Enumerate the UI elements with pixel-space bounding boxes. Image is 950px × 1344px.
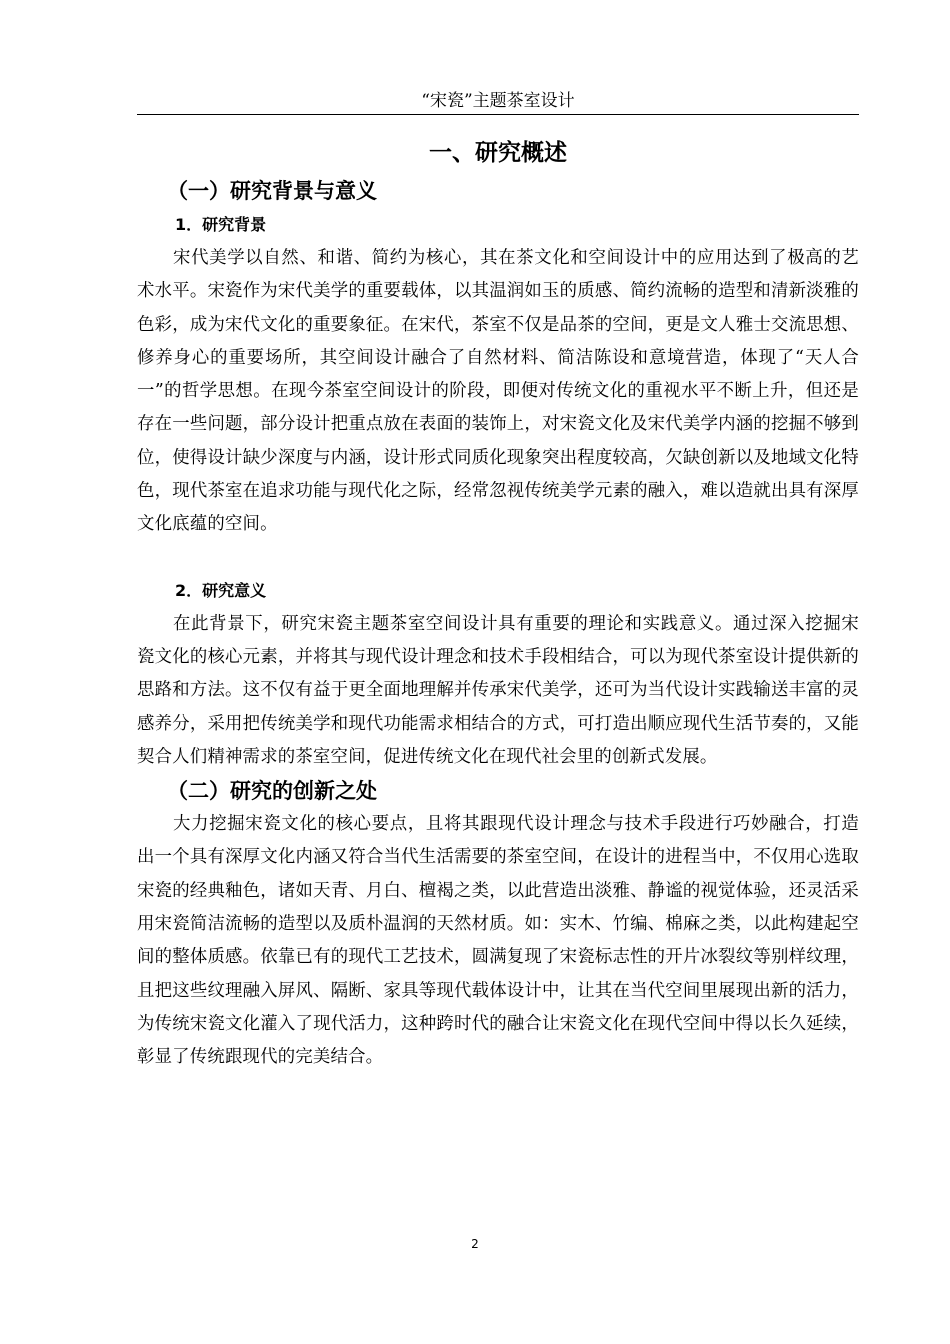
paragraph-spacer	[137, 542, 859, 574]
subsection-title-significance: 2．研究意义	[175, 580, 267, 600]
header-divider	[137, 114, 859, 115]
paragraph-significance: 在此背景下，研究宋瓷主题茶室空间设计具有重要的理论和实践意义。通过深入挖掘宋瓷文化的核心元素，并将其与现代设计理念和技术手段相结合，可以为现代茶室设计提供新的思路和方法。这不仅有益于更全面地理解并传承宋代美学，还可为当代设计实践输送丰富的灵感养分，采用把传统美学和现代功能需求相结合的方式，可打造出顺应现代生活节奏的，又能契合人们精神需求的茶室空间，促进传统文化在现代社会里的创新式发展。	[137, 613, 859, 767]
chapter-title: 一、研究概述	[429, 140, 567, 166]
section-title-innovation: （二）研究的创新之处	[167, 779, 377, 804]
subsection-title-background: 1．研究背景	[175, 215, 267, 234]
paragraph-innovation: 大力挖掘宋瓷文化的核心要点，且将其跟现代设计理念与技术手段进行巧妙融合，打造出一个具有深厚文化内涵又符合当代生活需要的茶室空间，在设计的进程当中，不仅用心选取宋瓷的经典釉色，诸如天青、月白、檀褐之类，以此营造出淡雅、静谧的视觉体验，还灵活采用宋瓷简洁流畅的造型以及质朴温润的天然材质。如：实木、竹编、棉麻之类，以此构建起空间的整体质感。依靠已有的现代工艺技术，圆满复现了宋瓷标志性的开片冰裂纹等别样纹理，且把这些纹理融入屏风、隔断、家具等现代载体设计中，让其在当代空间里展现出新的活力，为传统宋瓷文化灌入了现代活力，这种跨时代的融合让宋瓷文化在现代空间中得以长久延续，彰显了传统跟现代的完美结合。	[137, 814, 859, 1068]
page-content	[137, 134, 859, 1075]
paragraph-background: 宋代美学以自然、和谐、简约为核心，其在茶文化和空间设计中的应用达到了极高的艺术水平。宋瓷作为宋代美学的重要载体，以其温润如玉的质感、简约流畅的造型和清新淡雅的色彩，成为宋代文化的重要象征。在宋代，茶室不仅是品茶的空间，更是文人雅士交流思想、修养身心的重要场所，其空间设计融合了自然材料、简洁陈设和意境营造，体现了“天人合一”的哲学思想。在现今茶室空间设计的阶段，即便对传统文化的重视水平不断上升，但还是存在一些问题，部分设计把重点放在表面的装饰上，对宋瓷文化及宋代美学内涵的挖掘不够到位，使得设计缺少深度与内涵，设计形式同质化现象突出程度较高，欠缺创新以及地域文化特色，现代茶室在追求功能与现代化之际，经常忽视传统美学元素的融入，难以造就出具有深厚文化底蕴的空间。	[137, 248, 859, 535]
running-header: “宋瓷”主题茶室设计	[421, 91, 575, 111]
page-number: 2	[471, 1237, 479, 1251]
section-title-background: （一）研究背景与意义	[167, 179, 377, 203]
